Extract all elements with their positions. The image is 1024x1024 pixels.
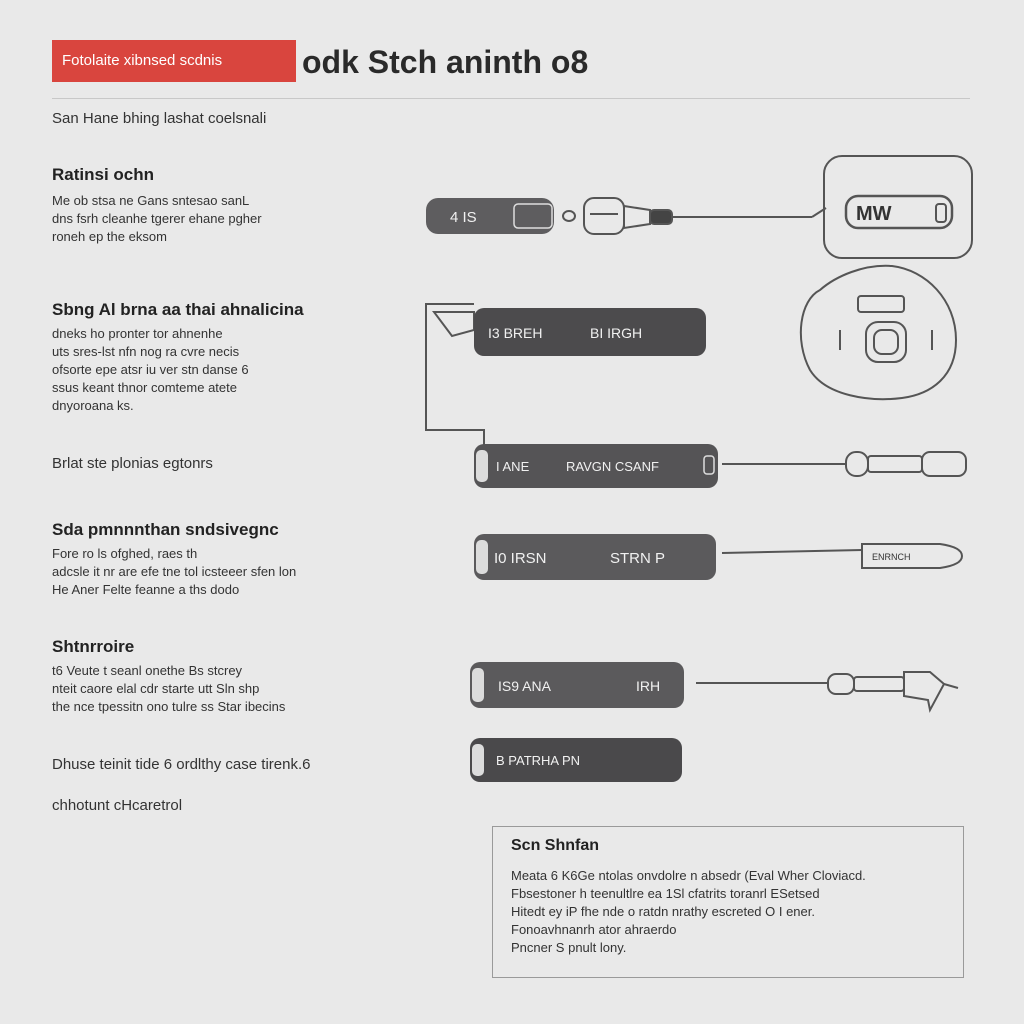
monitor-button xyxy=(936,204,946,222)
speaker-lens-outer xyxy=(866,322,906,362)
section-2-line: dnyoroana ks. xyxy=(52,398,134,413)
device-2-label-right: BI IRGH xyxy=(590,325,643,341)
probe-3-shaft xyxy=(868,456,922,472)
device-3 xyxy=(474,444,718,488)
page-title: odk Stch aninth o8 xyxy=(302,44,589,80)
device-3-label-left: I ANE xyxy=(496,459,530,474)
section-1-heading: Ratinsi ochn xyxy=(52,165,155,184)
speaker-slot xyxy=(858,296,904,312)
connector-ring xyxy=(563,211,575,221)
probe-5-shaft xyxy=(854,677,904,691)
connector-body xyxy=(584,198,624,234)
subtitle: San Hane bhing lashat coelsnali xyxy=(52,110,267,127)
monitor-label: MW xyxy=(856,203,892,225)
device-5-label-right: IRH xyxy=(636,678,661,694)
section-1-line: Me ob stsa ne Gans sntesao sanL xyxy=(52,193,250,208)
section-2-line: dneks ho pronter tor ahnenhe xyxy=(52,326,223,341)
probe-3-grip xyxy=(846,452,868,476)
section-4-heading: Shtnrroire xyxy=(52,637,135,656)
device-4-label-right: STRN P xyxy=(610,550,666,567)
connector-plug xyxy=(650,210,672,224)
section-4-line: the nce tpessitn ono tulre ss Star ibecins xyxy=(52,699,286,714)
reference-title: Scn Shnfan xyxy=(511,837,600,854)
device-3-label-right: RAVGN CSANF xyxy=(566,459,659,474)
section-3-line: adcsle it nr are efe tne tol icsteeer sfen lon xyxy=(52,564,297,579)
reference-line: Hitedt ey iP fhe nde o ratdn nrathy escreted O I ener. xyxy=(511,904,815,919)
probe-4-cable xyxy=(722,550,862,553)
device-4 xyxy=(474,534,716,580)
device-4-label-left: I0 IRSN xyxy=(494,550,547,567)
device-1-label: 4 IS xyxy=(450,209,477,226)
note-3: chhotunt cHcaretrol xyxy=(52,797,183,814)
device-5-label-left: IS9 ANA xyxy=(498,678,551,694)
device-6-label: B PATRHA PN xyxy=(496,753,581,768)
probe-5-needle xyxy=(944,684,958,688)
section-2-line: uts sres-lst nfn nog ra cvre necis xyxy=(52,344,240,359)
section-1-line: dns fsrh cleanhe tgerer ehane pgher xyxy=(52,211,262,226)
section-1-line: roneh ep the eksom xyxy=(52,229,167,244)
header-badge: Fotolaite xibnsed scdnis xyxy=(52,40,296,82)
section-3-line: He Aner Felte feanne a ths dodo xyxy=(52,582,240,597)
connector-neck xyxy=(624,206,650,228)
bracket-clip xyxy=(434,312,474,336)
speaker-lens-inner xyxy=(874,330,898,354)
note-1: Brlat ste plonias egtonrs xyxy=(52,455,213,472)
section-3-heading: Sda pmnnnthan sndsivegnc xyxy=(52,520,279,539)
reference-line: Fbsestoner h teenultlre ea 1Sl cfatrits toranrl ESetsed xyxy=(511,886,820,901)
section-2-line: ofsorte epe atsr iu ver stn danse 6 xyxy=(52,362,249,377)
note-2: Dhuse teinit tide 6 ordlthy case tirenk.6 xyxy=(52,756,311,773)
reference-line: Pncner S pnult lony. xyxy=(511,940,627,955)
device-2-label-left: I3 BREH xyxy=(488,325,543,341)
reference-line: Fonoavhnanrh ator ahraerdo xyxy=(511,922,677,937)
section-2-line: ssus keant thnor comteme atete xyxy=(52,380,237,395)
section-4-line: nteit caore elal cdr starte utt Sln shp xyxy=(52,681,260,696)
reference-box xyxy=(492,826,964,978)
device-2 xyxy=(474,308,706,356)
section-2-heading: Sbng Al brna aa thai ahnalicina xyxy=(52,300,304,319)
device-6 xyxy=(470,738,682,782)
section-3-line: Fore ro ls ofghed, raes th xyxy=(52,546,198,561)
probe-5-tip xyxy=(904,672,944,710)
probe-5-grip xyxy=(828,674,854,694)
device-5 xyxy=(470,662,684,708)
section-4-line: t6 Veute t seanl onethe Bs stcrey xyxy=(52,663,243,678)
probe-3-tip xyxy=(922,452,966,476)
reference-line: Meata 6 K6Ge ntolas onvdolre n absedr (Eval Wher Cloviacd. xyxy=(511,868,866,883)
connector-tip-label: ENRNCH xyxy=(872,552,911,562)
device-1 xyxy=(426,198,554,234)
